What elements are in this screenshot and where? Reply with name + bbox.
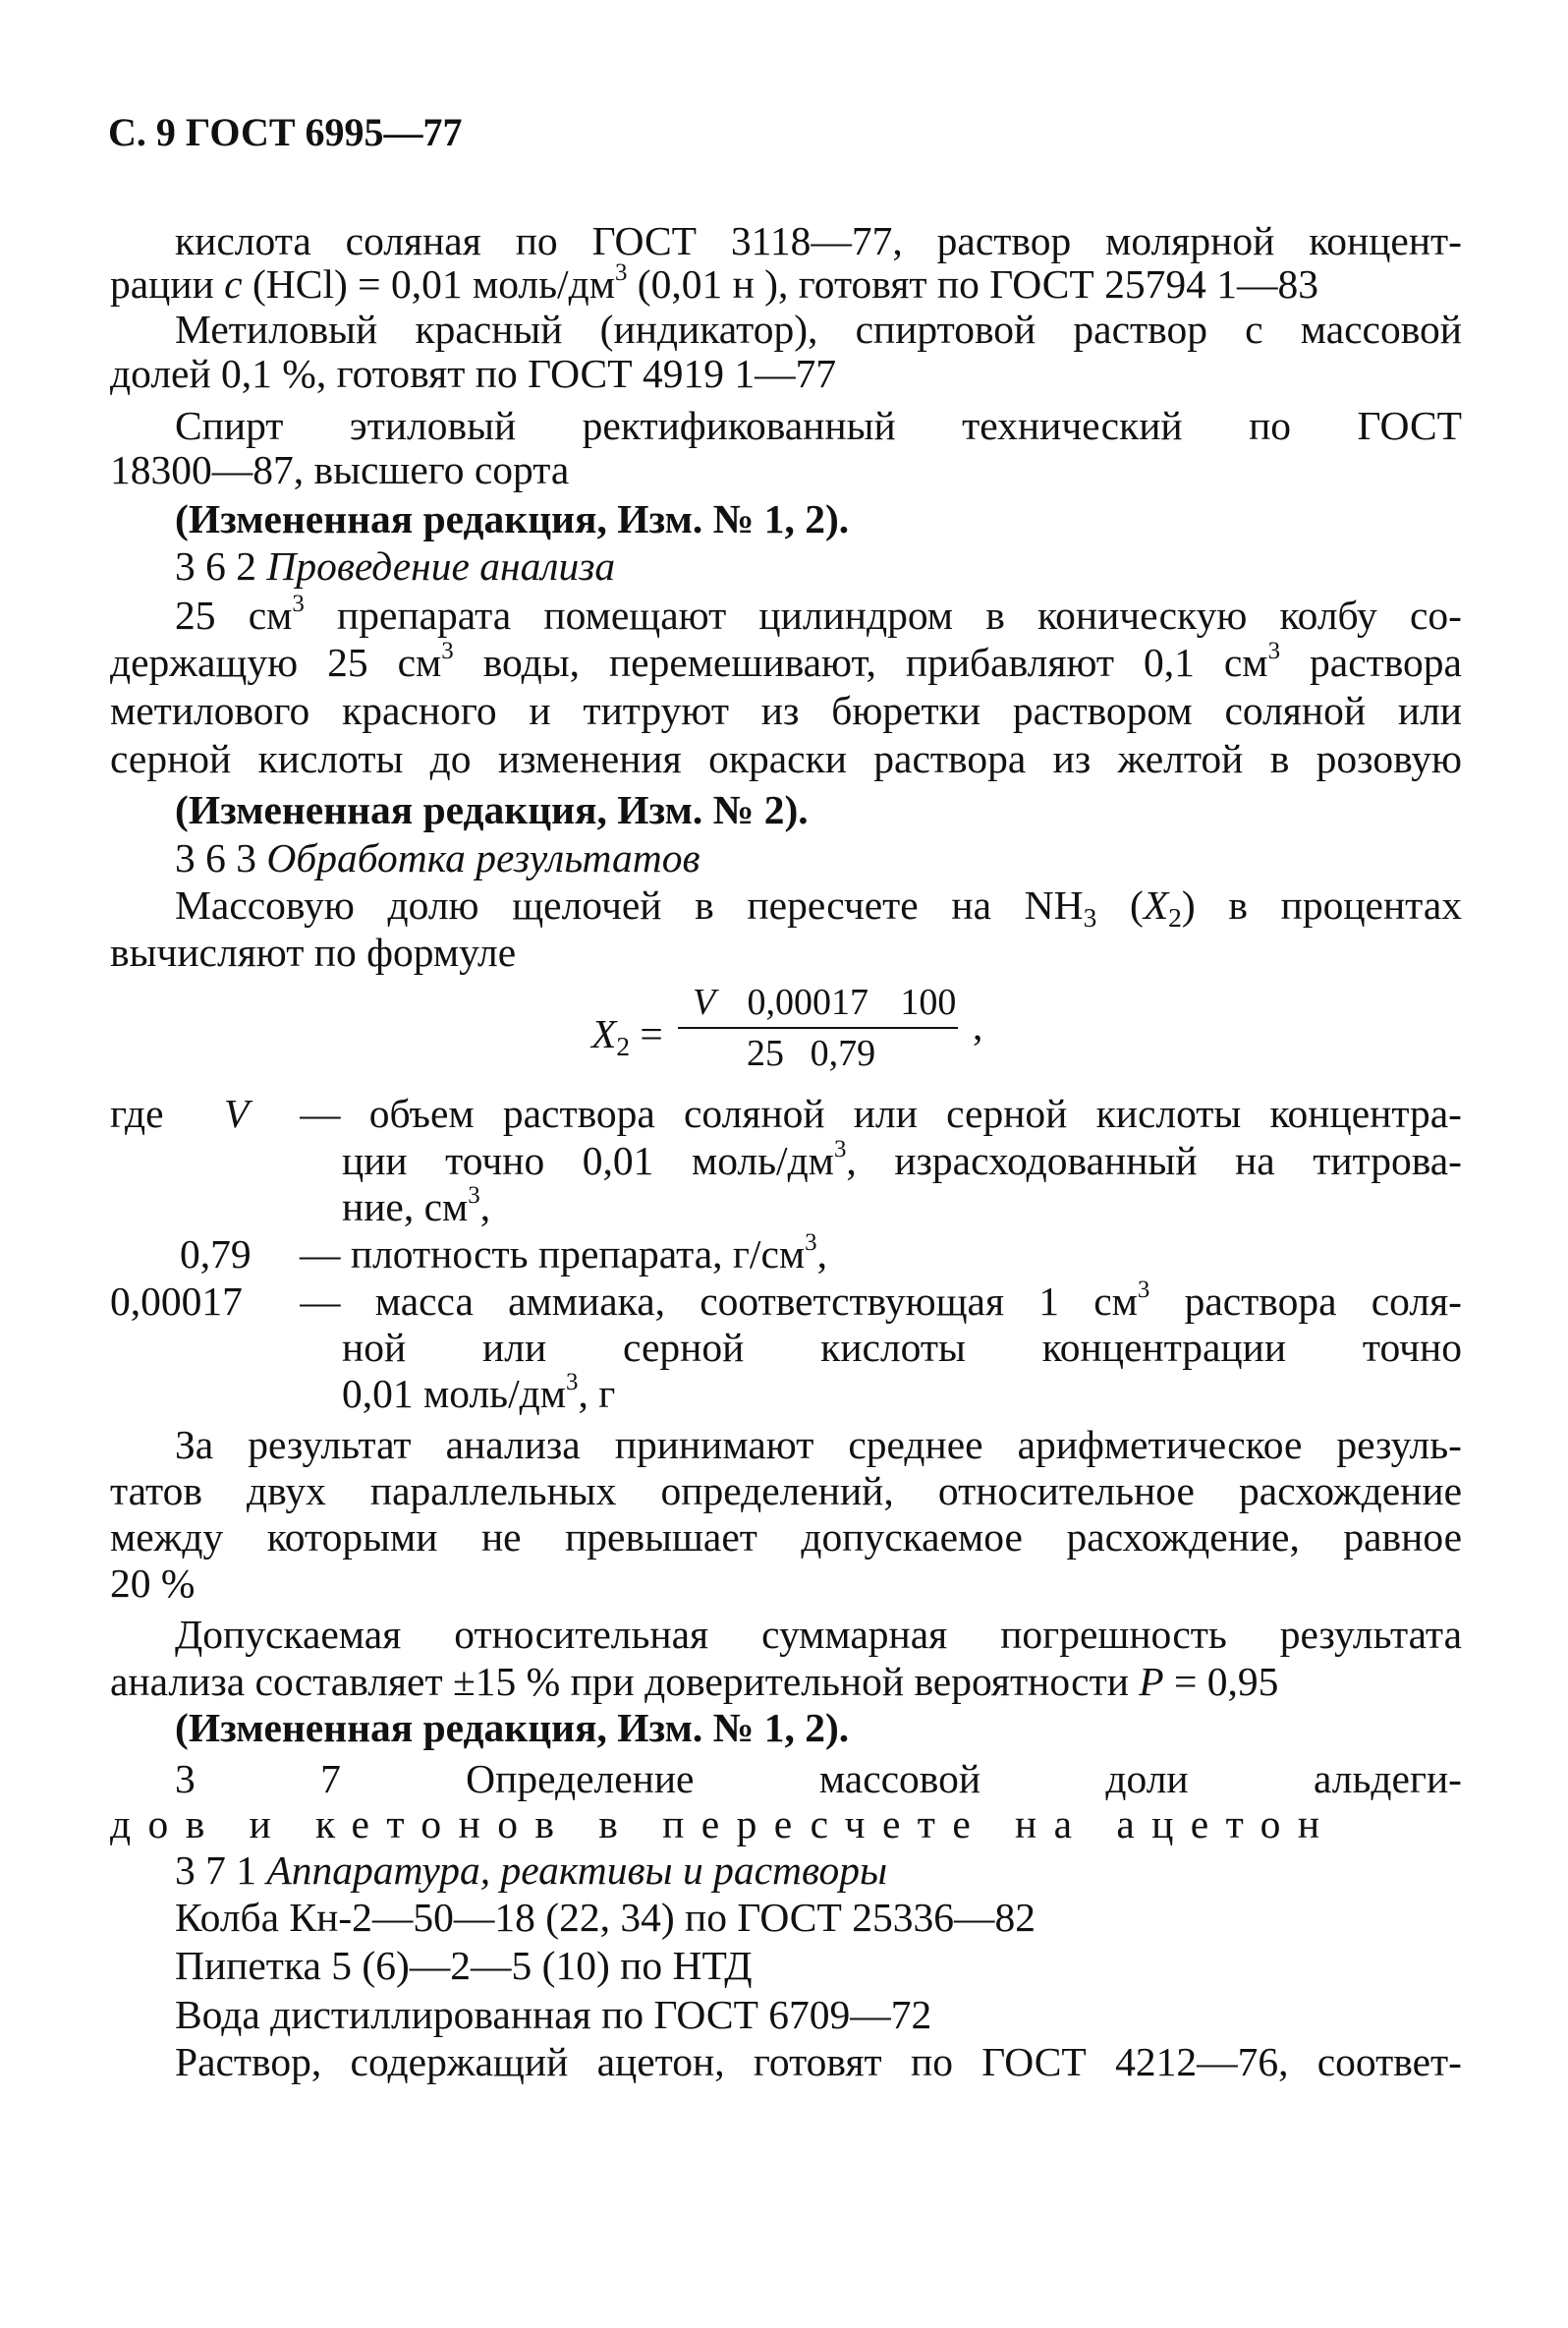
where-symbol-v: V <box>224 1091 250 1136</box>
where-symbol-density: 0,79 <box>180 1231 252 1277</box>
paragraph-line: вычисляют по формуле <box>110 930 517 975</box>
formula-denominator: 25 0,79 <box>747 1033 876 1074</box>
paragraph-line: держащую 25 $см^3$ воды, перемешивают, прибавляют 0,1 $см^3$ раствора <box>110 640 1462 685</box>
fraction-bar <box>678 1027 958 1029</box>
section-heading-3-6-3: 3 6 3 Обработка результатов <box>175 835 700 880</box>
paragraph-line: Допускаемая относительная суммарная погрешность результата <box>175 1612 1462 1657</box>
definition-line: — объем раствора соляной или серной кислоты концентра- <box>300 1091 1462 1136</box>
paragraph-line: рации с (HCl) = 0,01 моль/$дм^3$ (0,01 н ), готовят по ГОСТ 25794 1—83 <box>110 259 1318 307</box>
formula-comma: , <box>973 1003 983 1049</box>
paragraph-line: анализа составляет ±15 % при доверительной вероятности P = 0,95 <box>110 1659 1279 1704</box>
paragraph-line: долей 0,1 %, готовят по ГОСТ 4919 1—77 <box>110 351 837 396</box>
definition-line: ной или серной кислоты концентрации точно <box>342 1325 1462 1370</box>
paragraph-line: Метиловый красный (индикатор), спиртовой раствор с массовой <box>175 307 1462 352</box>
paragraph-line: серной кислоты до изменения окраски раствора из желтой в розовую <box>110 736 1462 781</box>
section-heading-3-6-2: 3 6 2 Проведение анализа <box>175 543 616 589</box>
paragraph-line: татов двух параллельных определений, относительное расхождение <box>110 1468 1462 1513</box>
revision-note: (Измененная редакция, Изм. № 2). <box>175 787 809 832</box>
paragraph-line: 25 $см^3$ препарата помещают цилиндром в коническую колбу со- <box>175 593 1462 638</box>
list-item: Пипетка 5 (6)—2—5 (10) по НТД <box>175 1943 753 1988</box>
list-item: Раствор, содержащий ацетон, готовят по ГОСТ 4212—76, соответ- <box>175 2039 1462 2084</box>
list-item: Вода дистиллированная по ГОСТ 6709—72 <box>175 1992 932 2037</box>
revision-note: (Измененная редакция, Изм. № 1, 2). <box>175 1705 850 1750</box>
paragraph-line: метилового красного и титруют из бюретки раствором соляной или <box>110 688 1462 733</box>
paragraph-line: За результат анализа принимают среднее арифметическое резуль- <box>175 1422 1462 1467</box>
where-word: где <box>110 1091 164 1136</box>
definition-line: — масса аммиака, соответствующая 1 $см^3$ раствора соля- <box>300 1278 1462 1324</box>
paragraph-line: 18300—87, высшего сорта <box>110 447 570 492</box>
definition-line: 0,01 моль/$дм^3$, г <box>342 1369 616 1416</box>
revision-note: (Измененная редакция, Изм. № 1, 2). <box>175 496 850 541</box>
formula-numerator: V 0,00017 100 <box>693 982 957 1023</box>
paragraph-line: между которыми не превышает допускаемое расхождение, равное <box>110 1514 1462 1560</box>
paragraph-line: 20 % <box>110 1561 196 1606</box>
paragraph-line: Массовую долю щелочей в пересчете на $NH_3$ $(X_2)$ в процентах <box>175 882 1462 930</box>
paragraph-line: кислота соляная по ГОСТ 3118—77, раствор молярной концент- <box>175 218 1462 263</box>
list-item: Колба Кн-2—50—18 (22, 34) по ГОСТ 25336—82 <box>175 1895 1036 1940</box>
page-header: С. 9 ГОСТ 6995—77 <box>108 110 463 154</box>
definition-line: — плотность препарата, $г/см^3$, <box>300 1229 827 1277</box>
section-heading-3-7-1: 3 7 1 Аппаратура, реактивы и растворы <box>175 1847 888 1893</box>
section-heading-3-7: 3 7 Определение массовой доли альдеги- <box>175 1756 1462 1801</box>
section-heading-3-7-cont: дов и кетонов в пересчете на ацетон <box>110 1801 1337 1846</box>
definition-line: ние, $см^3$, <box>342 1182 491 1229</box>
definition-line: ции точно 0,01 моль/$дм^3$, израсходованный на титрова- <box>342 1138 1462 1183</box>
where-symbol-mass: 0,00017 <box>110 1278 243 1324</box>
paragraph-line: Спирт этиловый ректификованный технический по ГОСТ <box>175 403 1462 448</box>
formula-lhs: $X_2$ = <box>591 1011 663 1062</box>
